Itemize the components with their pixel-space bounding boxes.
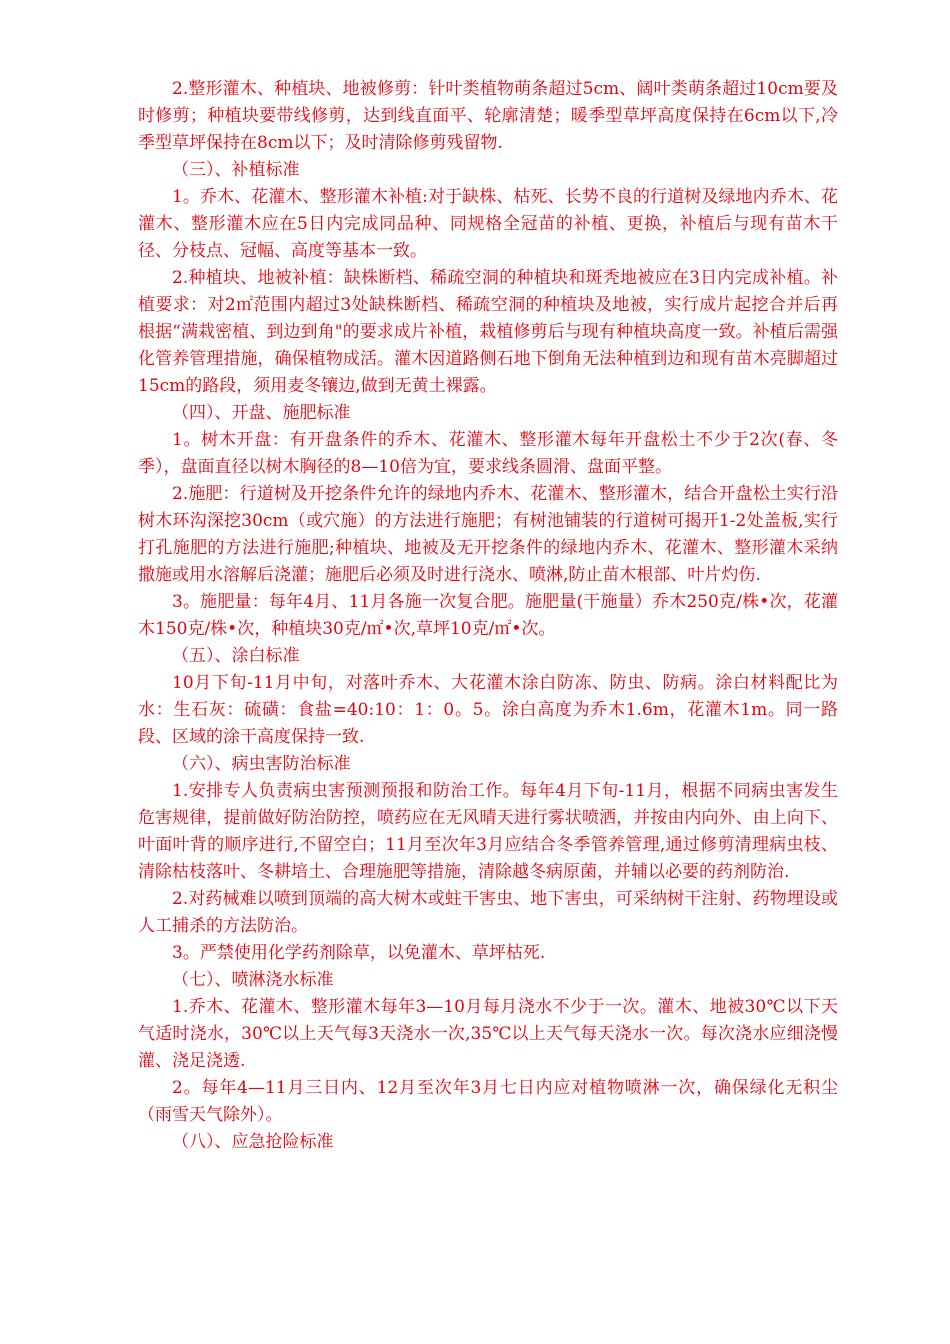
paragraph-whitewashing: 10月下旬-11月中旬，对落叶乔木、大花灌木涂白防冻、防虫、防病。涂白材料配比为水：生石灰：硫磺：食盐=40:10：1：0。5。涂白高度为乔木1.6m，花灌木1m。同一路段、区域的涂干高度保持一致. xyxy=(138,673,838,747)
paragraph-tall-tree-pests: 2.对药械难以喷到顶端的高大树木或蛀干害虫、地下害虫，可采纳树干注射、药物埋设或人工捕杀的方法防治。 xyxy=(138,889,838,936)
section-heading-pest-control: （六）、病虫害防治标准 xyxy=(172,754,351,774)
paragraph-tree-loosening: 1。树木开盘：有开盘条件的乔木、花灌木、整形灌木每年开盘松土不少于2次(春、冬季），盘面直径以树木胸径的8—10倍为宜，要求线条圆滑、盘面平整。 xyxy=(138,430,838,477)
paragraph-watering-schedule: 1.乔木、花灌木、整形灌木每年3—10月每月浇水不少于一次。灌木、地被30℃以下天气适时浇水，30℃以上天气每3天浇水一次,35℃以上天气每天浇水一次。每次浇水应细浇慢灌、浇足浇透. xyxy=(138,997,838,1071)
paragraph-spraying: 2。每年4—11月三日内、12月至次年3月七日内应对植物喷淋一次，确保绿化无积尘（雨雪天气除外）。 xyxy=(138,1078,838,1125)
paragraph-pest-monitoring: 1.安排专人负责病虫害预测预报和防治工作。每年4月下旬-11月，根据不同病虫害发生危害规律，提前做好防治防控，喷药应在无风晴天进行雾状喷洒，并按由内向外、由上向下、叶面叶背的顺序进行,不留空白；11月至次年3月应结合冬季管养管理,通过修剪清理病虫枝、清除枯枝落叶、冬耕培土、合理施肥等措施，清除越冬病原菌，并辅以必要的药剂防治. xyxy=(138,781,838,882)
document-page xyxy=(138,76,838,1156)
section-heading-whitewashing: （五）、涂白标准 xyxy=(172,646,300,666)
section-heading-emergency: （八）、应急抢险标准 xyxy=(172,1132,334,1152)
section-heading-loosening-fertilizing: （四）、开盘、施肥标准 xyxy=(172,403,351,423)
paragraph-tree-replanting: 1。乔木、花灌木、整形灌木补植:对于缺株、枯死、长势不良的行道树及绿地内乔木、花灌木、整形灌木应在5日内完成同品种、同规格全冠苗的补植、更换，补植后与现有苗木干径、分枝点、冠幅、高度等基本一致。 xyxy=(138,187,838,261)
paragraph-groundcover-replanting: 2.种植块、地被补植：缺株断档、稀疏空洞的种植块和斑秃地被应在3日内完成补植。补植要求：对2㎡范围内超过3处缺株断档、稀疏空洞的种植块及地被，实行成片起挖合并后再根据“满栽密植、到边到角"的要求成片补植，栽植修剪后与现有种植块高度一致。补植后需强化管养管理措施，确保植物成活。灌木因道路侧石地下倒角无法种植到边和现有苗木亮脚超过15cm的路段，须用麦冬镶边,做到无黄土裸露。 xyxy=(138,268,838,396)
section-heading-replanting: （三）、补植标准 xyxy=(172,160,300,180)
paragraph-fertilizing: 2.施肥：行道树及开挖条件允许的绿地内乔木、花灌木、整形灌木，结合开盘松土实行沿树木环沟深挖30cm（或穴施）的方法进行施肥；有树池铺装的行道树可揭开1-2处盖板,实行打孔施肥的方法进行施肥;种植块、地被及无开挖条件的绿地内乔木、花灌木、整形灌木采纳撒施或用水溶解后浇灌；施肥后必须及时进行浇水、喷淋,防止苗木根部、叶片灼伤. xyxy=(138,484,838,585)
paragraph-herbicide-ban: 3。严禁使用化学药剂除草，以免灌木、草坪枯死. xyxy=(172,943,546,963)
paragraph-shrub-pruning: 2.整形灌木、种植块、地被修剪：针叶类植物萌条超过5cm、阔叶类萌条超过10cm要及时修剪；种植块要带线修剪，达到线直面平、轮廓清楚；暖季型草坪高度保持在6cm以下,冷季型草坪保持在8cm以下；及时清除修剪残留物. xyxy=(138,79,838,153)
section-heading-watering: （七）、喷淋浇水标准 xyxy=(172,970,334,990)
paragraph-fertilizer-amount: 3。施肥量：每年4月、11月各施一次复合肥。施肥量(干施量）乔木250克/株•次，花灌木150克/株•次，种植块30克/㎡•次,草坪10克/㎡•次。 xyxy=(138,592,838,639)
